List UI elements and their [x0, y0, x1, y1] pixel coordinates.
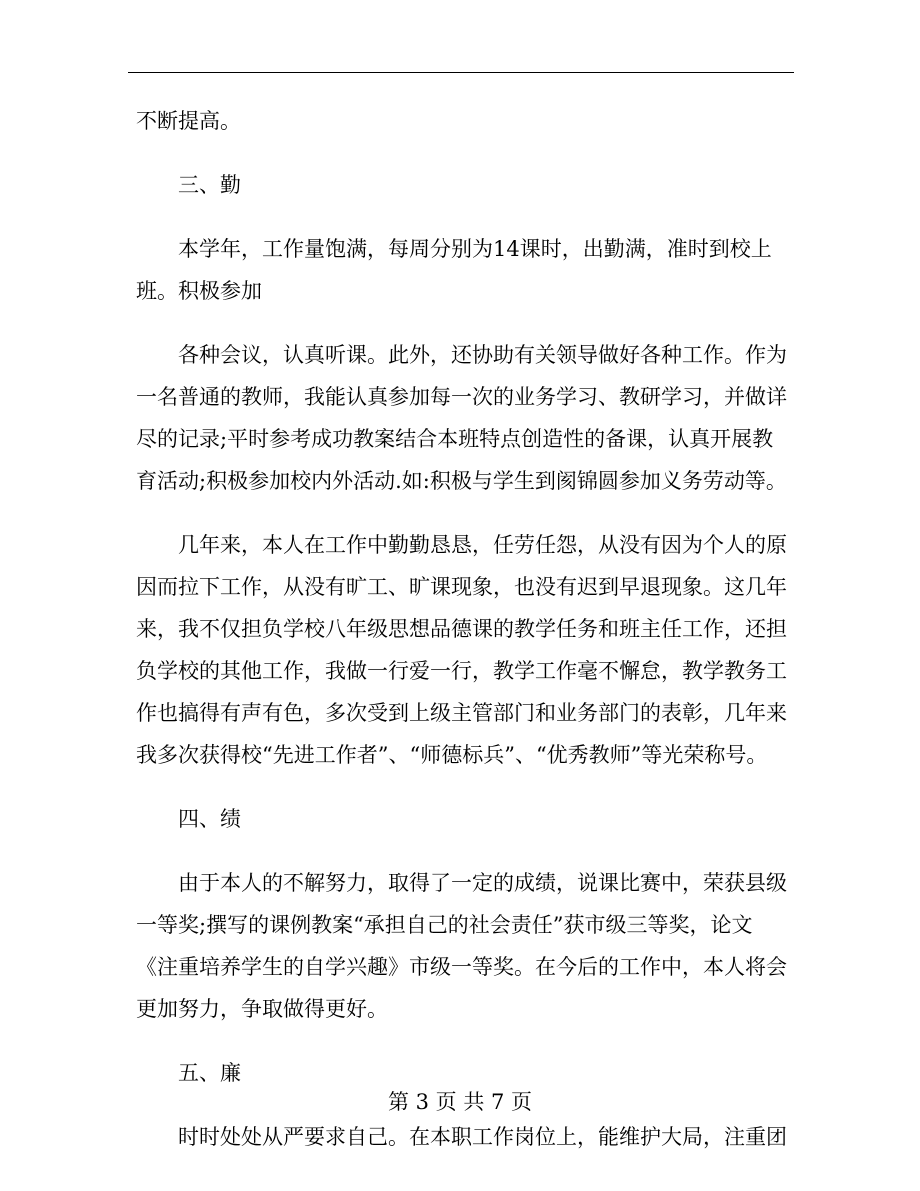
text-line: 时时处处从严要求自己。在本职工作岗位上，能维护大局，注重团 [178, 1125, 787, 1149]
section-heading-qin: 三、勤 [178, 173, 241, 197]
text-line: 来，我不仅担负学校八年级思想品德课的教学任务和班主任工作，还担 [136, 617, 787, 641]
section-heading-ji: 四、绩 [178, 807, 241, 831]
text-line: 各种会议，认真听课。此外，还协助有关领导做好各种工作。作为 [178, 343, 787, 367]
text-line: 由于本人的不解努力，取得了一定的成绩，说课比赛中，荣获县级 [178, 871, 787, 895]
document-body [136, 100, 796, 1158]
text-line: 我多次获得校“先进工作者”、“师德标兵”、“优秀教师”等光荣称号。 [136, 743, 768, 767]
text-line: 一名普通的教师，我能认真参加每一次的业务学习、教研学习，并做详 [136, 385, 787, 409]
text-line: 因而拉下工作，从没有旷工、旷课现象，也没有迟到早退现象。这几年 [136, 575, 787, 599]
text-line: 班。积极参加 [136, 279, 262, 303]
text-line: 作也搞得有声有色，多次受到上级主管部门和业务部门的表彰，几年来 [136, 701, 787, 725]
text-line: 一等奖;撰写的课例教案“承担自己的社会责任”获市级三等奖，论文 [136, 913, 753, 937]
text-line: 不断提高。 [136, 109, 241, 133]
text-line: 《注重培养学生的自学兴趣》市级一等奖。在今后的工作中，本人将会 [136, 955, 787, 979]
header-rule [128, 72, 794, 73]
text-line: 几年来，本人在工作中勤勤恳恳，任劳任怨，从没有因为个人的原 [178, 533, 787, 557]
page-number-footer: 第 3 页 共 7 页 [387, 1090, 533, 1114]
text-line: 尽的记录;平时参考成功教案结合本班特点创造性的备课，认真开展教 [136, 427, 774, 451]
section-heading-lian: 五、廉 [178, 1061, 241, 1085]
text-line: 更加努力，争取做得更好。 [136, 997, 388, 1021]
text-line: 育活动;积极参加校内外活动.如:积极与学生到阂锦圆参加义务劳动等。 [136, 469, 787, 493]
text-line: 负学校的其他工作，我做一行爱一行，教学工作毫不懈怠，教学教务工 [136, 659, 787, 683]
text-line: 本学年，工作量饱满，每周分别为14课时，出勤满，准时到校上 [178, 237, 772, 261]
